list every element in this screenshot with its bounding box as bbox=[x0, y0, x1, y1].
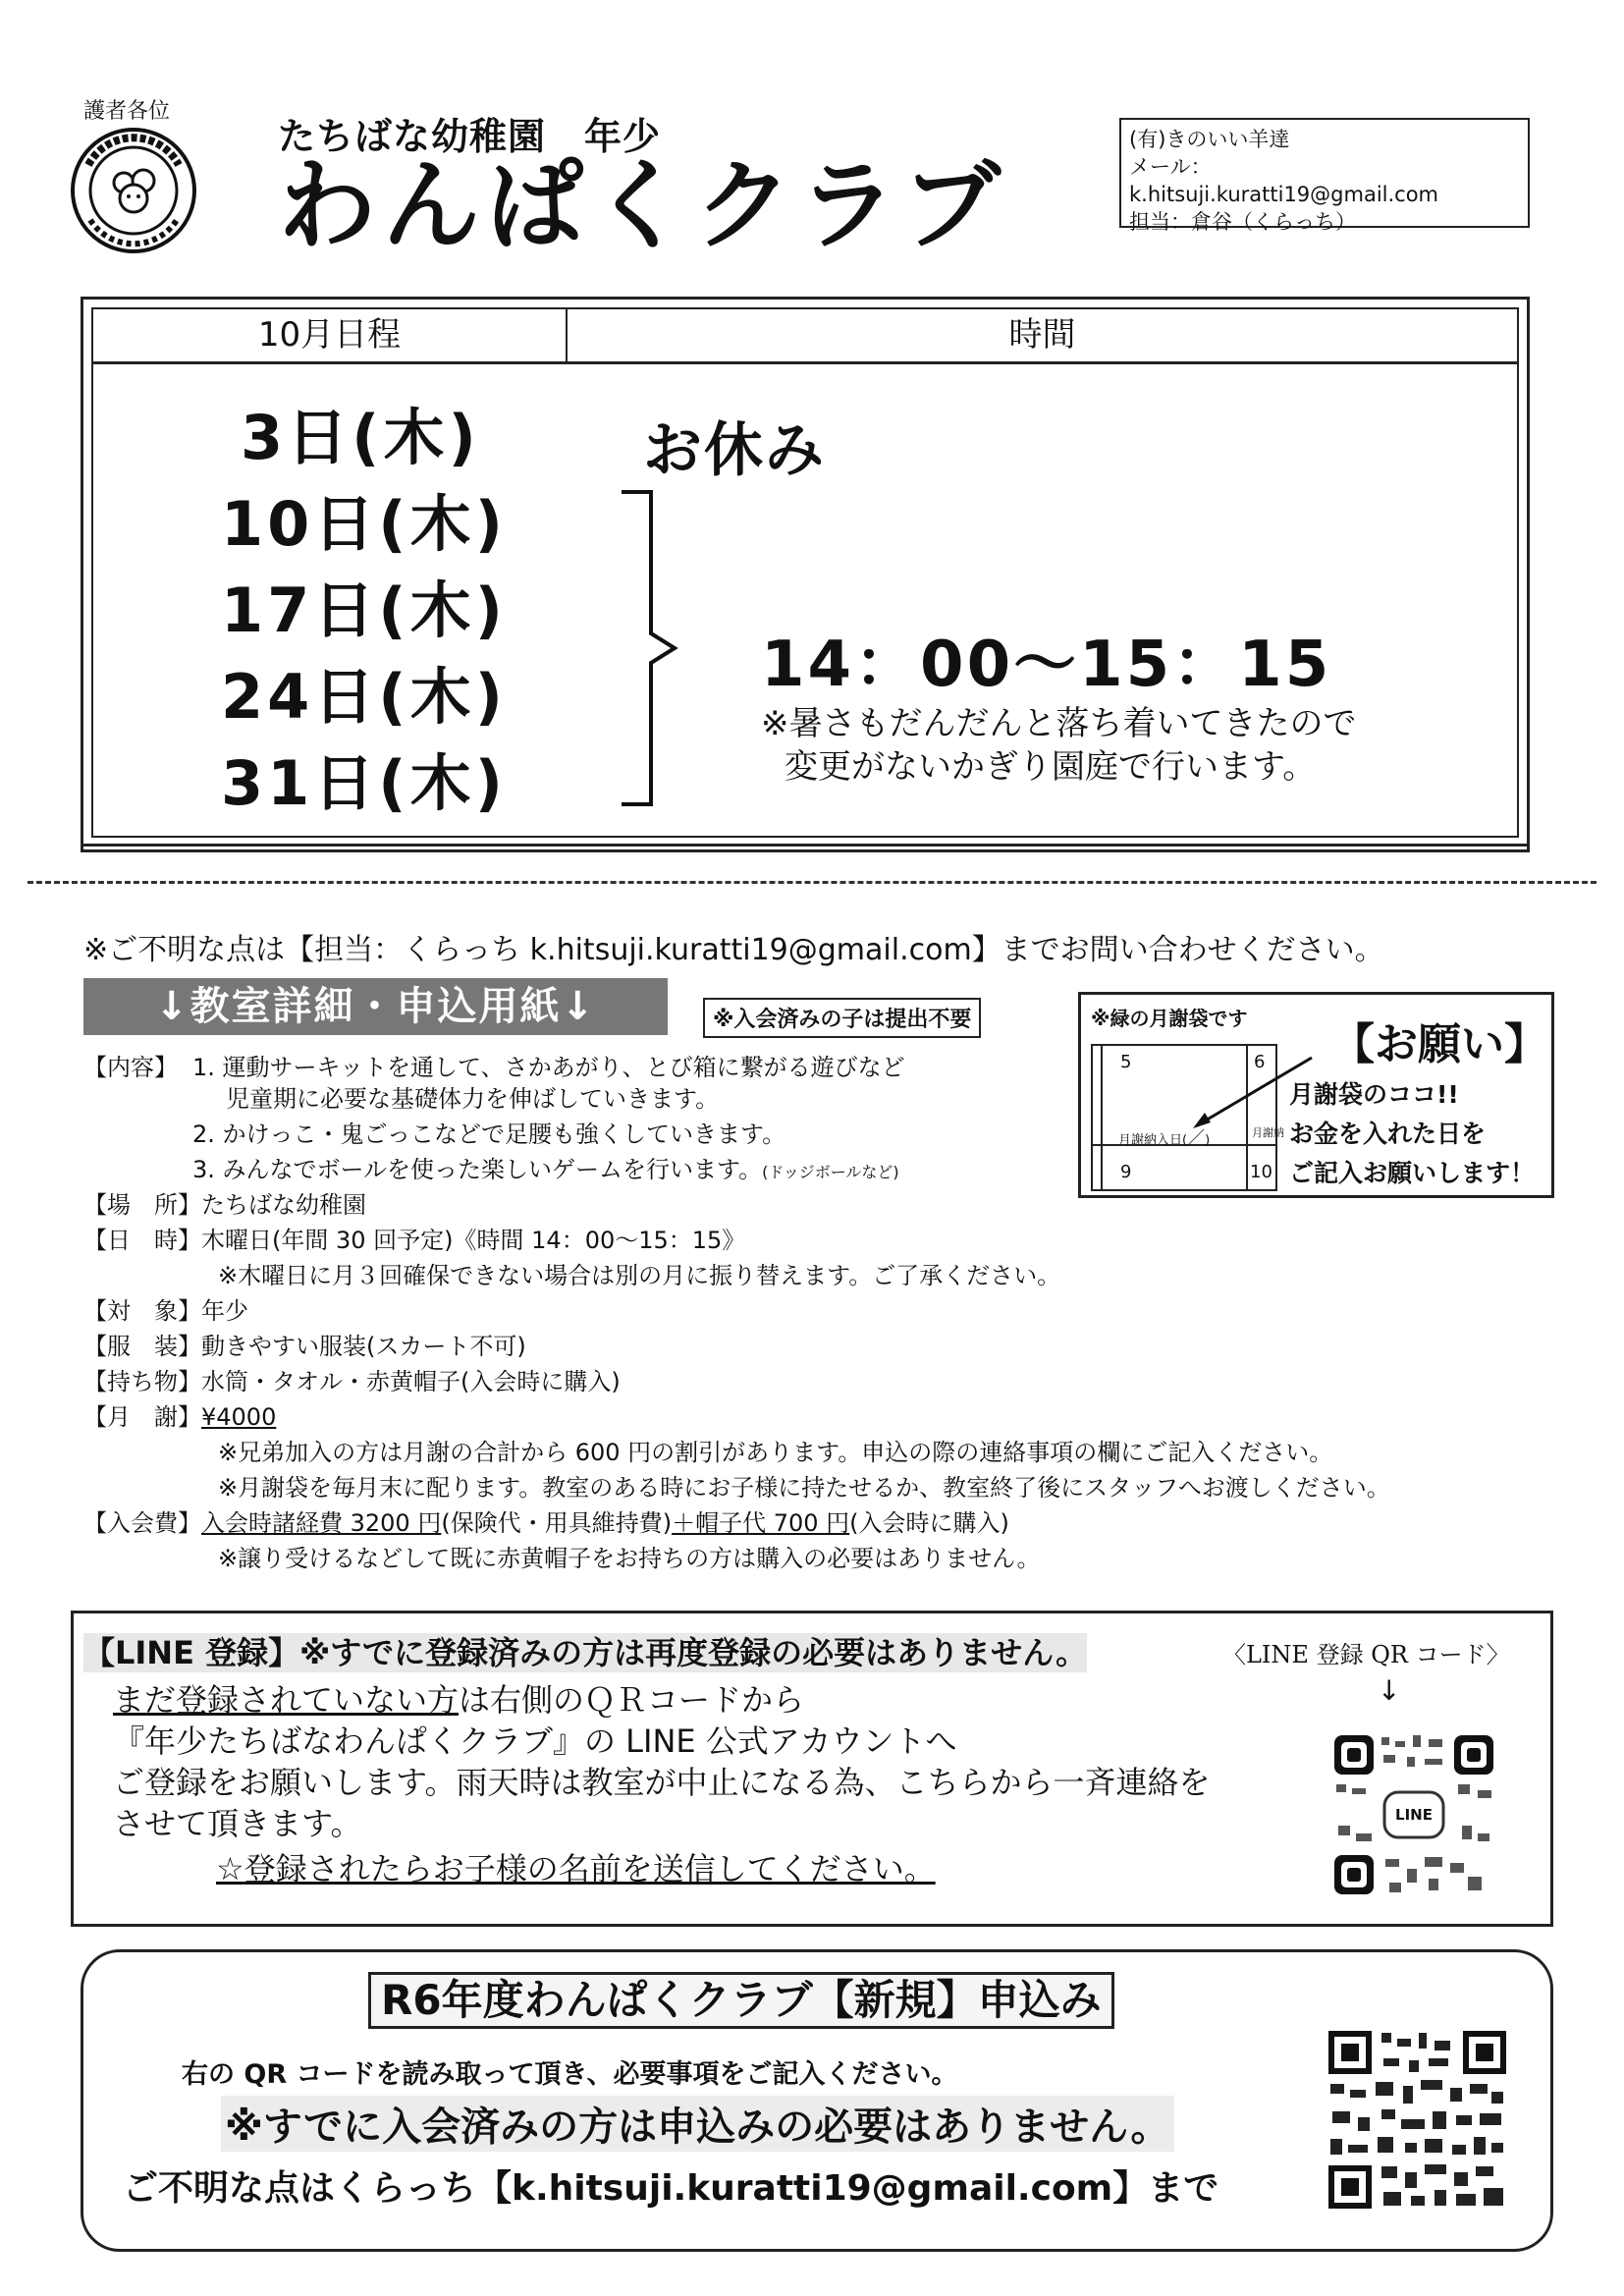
belongings-info: 【持ち物】水筒・タオル・赤黄帽子(入会時に購入) bbox=[83, 1368, 621, 1395]
inquiry-note: ※ご不明な点は【担当：くらっち k.hitsuji.kuratti19@gmail.com】までお問い合わせください。 bbox=[83, 933, 1384, 967]
holiday-label: お休み bbox=[643, 416, 826, 485]
target-info: 【対 象】年少 bbox=[83, 1297, 248, 1325]
qr-line-label: LINE bbox=[1395, 1806, 1433, 1824]
content-item: 児童期に必要な基礎体力を伸ばしていきます。 bbox=[226, 1085, 720, 1113]
application-title: R6年度わんぱくクラブ【新規】申込み bbox=[368, 1972, 1114, 2029]
request-line: お金を入れた日を bbox=[1289, 1120, 1487, 1148]
kindergarten-name: たちばな幼稚園 年少 bbox=[278, 115, 662, 158]
bag-cell-6: 6 bbox=[1254, 1052, 1266, 1072]
fee-note: ※月謝袋を毎月末に配ります。教室のある時にお子様に持たせるか、教室終了後にスタッフへお渡しください。 bbox=[218, 1474, 1390, 1502]
line-reg-note: ※すでに登録済みの方は再度登録の必要はありません。 bbox=[299, 1634, 1088, 1671]
application-note: ※すでに入会済みの方は申込みの必要はありません。 bbox=[221, 2096, 1174, 2152]
schedule-date: 17日(木) bbox=[221, 574, 507, 646]
schedule-header bbox=[93, 309, 1517, 364]
sheep-logo bbox=[69, 126, 198, 255]
bag-caption: ※緑の月謝袋です bbox=[1091, 1007, 1248, 1030]
divider bbox=[83, 844, 1527, 849]
contact-box bbox=[1119, 118, 1530, 234]
entry-note: ※譲り受けるなどして既に赤黄帽子をお持ちの方は購入の必要はありません。 bbox=[218, 1545, 1041, 1572]
bag-field-close: ) bbox=[1205, 1133, 1211, 1148]
line-reg-text: ご登録をお願いします。雨天時は教室が中止になる為、こちらから一斉連絡を bbox=[113, 1764, 1211, 1801]
entry-fee: 入会時諸経費 3200 円 bbox=[201, 1509, 442, 1537]
schedule-note bbox=[761, 702, 1357, 789]
qr-caption: 〈LINE 登録 QR コード〉 bbox=[1222, 1641, 1510, 1668]
schedule-note-line: ※暑さもだんだんと落ち着いてきたので bbox=[761, 704, 1357, 743]
line-reg-text bbox=[113, 1680, 804, 1720]
details-banner: ↓教室詳細・申込用紙↓ bbox=[83, 978, 668, 1035]
no-submit-note: ※入会済みの子は提出不要 bbox=[703, 998, 981, 1038]
cut-line bbox=[27, 881, 1597, 885]
bag-field-label-2: 月謝納 bbox=[1252, 1126, 1284, 1139]
content-note: (ドッジボールなど) bbox=[762, 1163, 899, 1181]
content-label: 【内容】 bbox=[83, 1054, 178, 1081]
fee-note: ※兄弟加入の方は月謝の合計から 600 円の割引があります。申込の際の連絡事項の欄にご記入ください。 bbox=[218, 1439, 1333, 1466]
cap-fee-detail: (入会時に購入) bbox=[849, 1509, 1009, 1537]
column-time: 時間 bbox=[1008, 315, 1076, 355]
line-reg-label: 【LINE 登録】 bbox=[83, 1634, 300, 1671]
schedule-table bbox=[81, 297, 1530, 852]
line-registration-box bbox=[71, 1611, 1553, 1927]
down-arrow-icon: ↓ bbox=[1378, 1674, 1401, 1707]
line-reg-rest: は右側のＱＲコードから bbox=[459, 1681, 805, 1719]
request-line: ご記入お願いします！ bbox=[1289, 1159, 1536, 1187]
contact-mail[interactable]: メール：k.hitsuji.kuratti19@gmail.com bbox=[1129, 155, 1439, 206]
line-reg-text: 『年少たちばなわんぱくクラブ』の LINE 公式アカウントへ bbox=[113, 1722, 957, 1760]
content-item: 1. 運動サーキットを通して、さかあがり、とび箱に繋がる遊びなど bbox=[192, 1054, 905, 1081]
datetime-note: ※木曜日に月３回確保できない場合は別の月に振り替えます。ご了承ください。 bbox=[218, 1262, 1061, 1289]
schedule-date: 10日(木) bbox=[221, 488, 507, 560]
bag-cell-10: 10 bbox=[1250, 1162, 1272, 1182]
holiday-date: 3日(木) bbox=[241, 402, 480, 473]
application-contact[interactable]: ご不明な点はくらっち【k.hitsuji.kuratti19@gmail.com】まで bbox=[123, 2168, 1219, 2209]
addressee: 護者各位 bbox=[83, 99, 171, 124]
place-info: 【場 所】たちばな幼稚園 bbox=[83, 1191, 366, 1219]
fee-info bbox=[83, 1402, 276, 1432]
clothes-info: 【服 装】動きやすい服装(スカート不可) bbox=[83, 1333, 526, 1360]
schedule-date: 31日(木) bbox=[221, 747, 507, 819]
schedule-date: 24日(木) bbox=[221, 661, 507, 733]
entry-fee-info bbox=[83, 1508, 1009, 1538]
entry-fee-detail: (保険代・用具維持費) bbox=[441, 1509, 673, 1537]
club-title: わんぱくクラブ bbox=[278, 148, 1006, 263]
schedule-note-line: 変更がないかぎり園庭で行います。 bbox=[785, 747, 1317, 787]
fee-bag-box bbox=[1078, 992, 1554, 1198]
class-time: 14：00～15：15 bbox=[761, 629, 1332, 701]
application-instruction: 右の QR コードを読み取って頂き、必要事項をご記入ください。 bbox=[182, 2059, 958, 2090]
request-text bbox=[1289, 1075, 1535, 1193]
line-reg-emph: まだ登録されていない方 bbox=[113, 1681, 460, 1719]
datetime-info: 【日 時】木曜日(年間 30 回予定)《時間 14：00～15：15》 bbox=[83, 1227, 746, 1254]
application-box bbox=[81, 1949, 1553, 2252]
cap-fee: ＋帽子代 700 円 bbox=[672, 1509, 850, 1537]
brace-icon bbox=[604, 486, 692, 810]
fee-amount: ¥4000 bbox=[201, 1403, 277, 1431]
entry-label: 【入会費】 bbox=[83, 1509, 201, 1537]
bag-cell-9: 9 bbox=[1120, 1162, 1132, 1182]
bag-field-label: 月謝納入日( bbox=[1118, 1133, 1188, 1148]
contact-person: 担当：倉谷（くらっち） bbox=[1129, 210, 1356, 234]
line-reg-request: ☆登録されたらお子様の名前を送信してください。 bbox=[216, 1850, 936, 1887]
line-reg-title bbox=[83, 1633, 1087, 1672]
column-date: 10月日程 bbox=[93, 309, 568, 361]
line-reg-text: させて頂きます。 bbox=[113, 1805, 362, 1842]
content-item: 2. かけっこ・鬼ごっこなどで足腰も強くしていきます。 bbox=[192, 1121, 786, 1148]
content-text: 3. みんなでボールを使った楽しいゲームを行います。 bbox=[192, 1156, 763, 1183]
bag-field-slash: ／ bbox=[1187, 1128, 1206, 1149]
bag-cell-5: 5 bbox=[1120, 1052, 1132, 1072]
request-title: 【お願い】 bbox=[1331, 1019, 1547, 1069]
content-item bbox=[192, 1155, 899, 1187]
application-qr-code[interactable] bbox=[1326, 2029, 1508, 2211]
fee-label: 【月 謝】 bbox=[83, 1403, 201, 1431]
request-line: 月謝袋のココ!! bbox=[1289, 1080, 1459, 1109]
contact-company: (有)きのいい羊達 bbox=[1129, 128, 1290, 151]
